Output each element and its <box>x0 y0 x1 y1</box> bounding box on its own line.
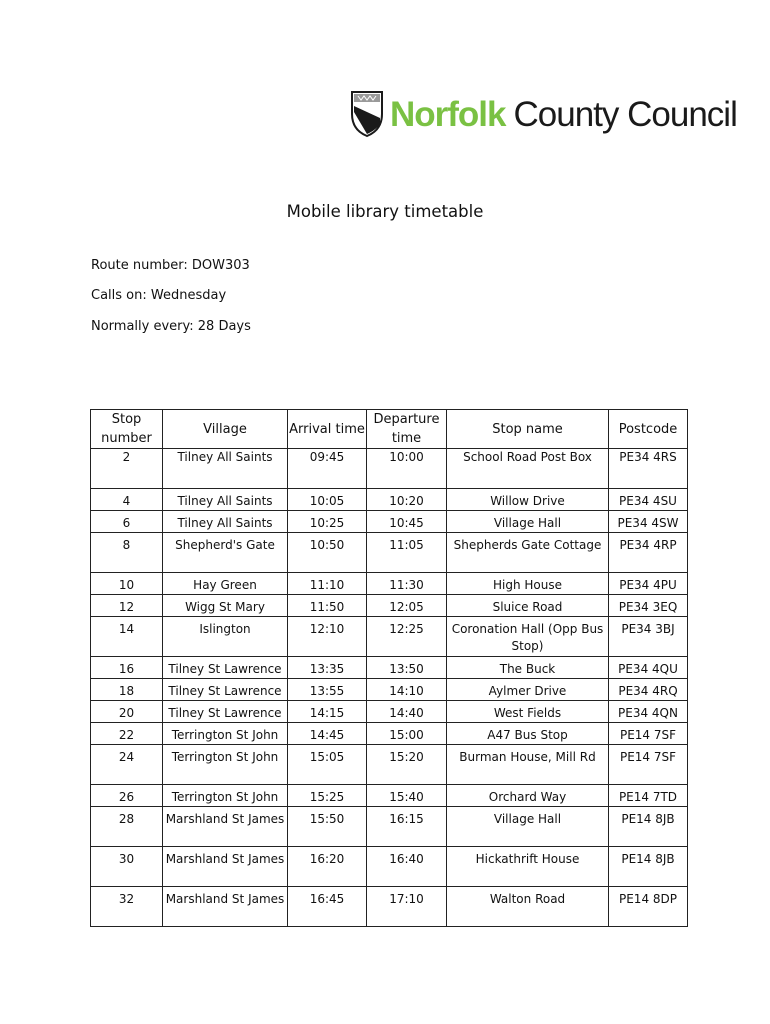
table-cell: PE14 7TD <box>609 785 688 807</box>
table-cell: 12:25 <box>367 617 447 657</box>
table-cell: 14:40 <box>367 701 447 723</box>
table-cell: PE14 7SF <box>609 745 688 785</box>
table-row <box>91 847 688 887</box>
table-cell: 16 <box>91 657 163 679</box>
calls-on: Calls on: Wednesday <box>91 288 227 303</box>
table-header-row <box>91 410 688 449</box>
table-cell: 32 <box>91 887 163 927</box>
table-cell: Aylmer Drive <box>447 679 609 701</box>
table-cell: 16:20 <box>288 847 367 887</box>
table-cell: 15:40 <box>367 785 447 807</box>
table-cell: Tilney St Lawrence <box>163 679 288 701</box>
table-cell: Orchard Way <box>447 785 609 807</box>
table-cell: Village Hall <box>447 807 609 847</box>
header-stop-name: Stop name <box>447 410 609 449</box>
table-cell: PE14 8JB <box>609 847 688 887</box>
table-row <box>91 807 688 847</box>
table-cell: Terrington St John <box>163 723 288 745</box>
table-cell: PE34 4SU <box>609 489 688 511</box>
table-row <box>91 701 688 723</box>
table-cell: Tilney St Lawrence <box>163 701 288 723</box>
table-cell: 10:00 <box>367 449 447 489</box>
table-row <box>91 449 688 489</box>
table-cell: 15:00 <box>367 723 447 745</box>
table-cell: 10:50 <box>288 533 367 573</box>
table-cell: Willow Drive <box>447 489 609 511</box>
table-cell: High House <box>447 573 609 595</box>
table-cell: PE14 8DP <box>609 887 688 927</box>
table-cell: Terrington St John <box>163 745 288 785</box>
header-arrival: Arrival time <box>288 410 367 449</box>
table-cell: 12 <box>91 595 163 617</box>
table-row <box>91 785 688 807</box>
table-cell: Wigg St Mary <box>163 595 288 617</box>
table-cell: 24 <box>91 745 163 785</box>
table-cell: 10:25 <box>288 511 367 533</box>
route-number: Route number: DOW303 <box>91 258 250 273</box>
table-cell: Tilney All Saints <box>163 511 288 533</box>
council-crest-icon <box>350 90 384 138</box>
table-cell: 16:15 <box>367 807 447 847</box>
table-cell: 15:20 <box>367 745 447 785</box>
table-cell: Islington <box>163 617 288 657</box>
timetable <box>90 409 688 927</box>
frequency: Normally every: 28 Days <box>91 319 251 334</box>
norfolk-county-council-logo <box>350 88 737 140</box>
table-cell: 10 <box>91 573 163 595</box>
table-cell: PE34 4RS <box>609 449 688 489</box>
table-cell: PE34 4QU <box>609 657 688 679</box>
table-cell: 4 <box>91 489 163 511</box>
table-cell: The Buck <box>447 657 609 679</box>
table-cell: 13:35 <box>288 657 367 679</box>
table-cell: 28 <box>91 807 163 847</box>
table-cell: West Fields <box>447 701 609 723</box>
table-row <box>91 595 688 617</box>
table-row <box>91 533 688 573</box>
table-cell: 16:45 <box>288 887 367 927</box>
table-cell: 10:20 <box>367 489 447 511</box>
table-cell: Tilney St Lawrence <box>163 657 288 679</box>
table-cell: 17:10 <box>367 887 447 927</box>
table-cell: 14:45 <box>288 723 367 745</box>
table-cell: 14:15 <box>288 701 367 723</box>
table-cell: Tilney All Saints <box>163 489 288 511</box>
table-cell: 22 <box>91 723 163 745</box>
table-cell: 15:50 <box>288 807 367 847</box>
table-cell: Marshland St James <box>163 847 288 887</box>
table-cell: Shepherd's Gate <box>163 533 288 573</box>
table-row <box>91 573 688 595</box>
table-cell: 11:10 <box>288 573 367 595</box>
table-cell: PE34 4QN <box>609 701 688 723</box>
table-cell: 20 <box>91 701 163 723</box>
table-cell: Coronation Hall (Opp Bus Stop) <box>447 617 609 657</box>
logo-council-text: County Council <box>513 94 737 134</box>
table-cell: Village Hall <box>447 511 609 533</box>
logo-norfolk-text: Norfolk <box>390 94 506 134</box>
table-cell: 13:50 <box>367 657 447 679</box>
table-cell: 11:05 <box>367 533 447 573</box>
table-cell: 15:05 <box>288 745 367 785</box>
table-cell: 16:40 <box>367 847 447 887</box>
table-cell: 15:25 <box>288 785 367 807</box>
table-cell: Walton Road <box>447 887 609 927</box>
table-cell: Marshland St James <box>163 807 288 847</box>
page-title: Mobile library timetable <box>286 202 484 221</box>
table-cell: 10:05 <box>288 489 367 511</box>
table-cell: 26 <box>91 785 163 807</box>
table-cell: 14:10 <box>367 679 447 701</box>
table-cell: Marshland St James <box>163 887 288 927</box>
table-cell: 6 <box>91 511 163 533</box>
table-row <box>91 745 688 785</box>
header-village: Village <box>163 410 288 449</box>
table-cell: School Road Post Box <box>447 449 609 489</box>
table-row <box>91 723 688 745</box>
table-cell: 12:10 <box>288 617 367 657</box>
header-stop-number: Stop number <box>91 410 163 449</box>
table-cell: 8 <box>91 533 163 573</box>
table-cell: Tilney All Saints <box>163 449 288 489</box>
table-cell: Shepherds Gate Cottage <box>447 533 609 573</box>
table-cell: 12:05 <box>367 595 447 617</box>
table-cell: 14 <box>91 617 163 657</box>
table-row <box>91 657 688 679</box>
header-departure: Departure time <box>367 410 447 449</box>
table-cell: Hay Green <box>163 573 288 595</box>
table-cell: PE34 4RP <box>609 533 688 573</box>
table-cell: Hickathrift House <box>447 847 609 887</box>
table-cell: 13:55 <box>288 679 367 701</box>
table-cell: PE34 3BJ <box>609 617 688 657</box>
table-cell: PE34 4RQ <box>609 679 688 701</box>
table-row <box>91 489 688 511</box>
table-cell: PE34 4PU <box>609 573 688 595</box>
table-cell: 10:45 <box>367 511 447 533</box>
table-cell: 18 <box>91 679 163 701</box>
header-postcode: Postcode <box>609 410 688 449</box>
table-row <box>91 617 688 657</box>
table-cell: Burman House, Mill Rd <box>447 745 609 785</box>
table-cell: 11:30 <box>367 573 447 595</box>
table-cell: 09:45 <box>288 449 367 489</box>
table-cell: PE34 3EQ <box>609 595 688 617</box>
table-row <box>91 887 688 927</box>
table-row <box>91 679 688 701</box>
table-row <box>91 511 688 533</box>
table-cell: Terrington St John <box>163 785 288 807</box>
table-cell: 2 <box>91 449 163 489</box>
table-cell: PE14 8JB <box>609 807 688 847</box>
table-cell: PE14 7SF <box>609 723 688 745</box>
table-cell: 11:50 <box>288 595 367 617</box>
table-cell: PE34 4SW <box>609 511 688 533</box>
table-cell: A47 Bus Stop <box>447 723 609 745</box>
table-cell: 30 <box>91 847 163 887</box>
table-cell: Sluice Road <box>447 595 609 617</box>
